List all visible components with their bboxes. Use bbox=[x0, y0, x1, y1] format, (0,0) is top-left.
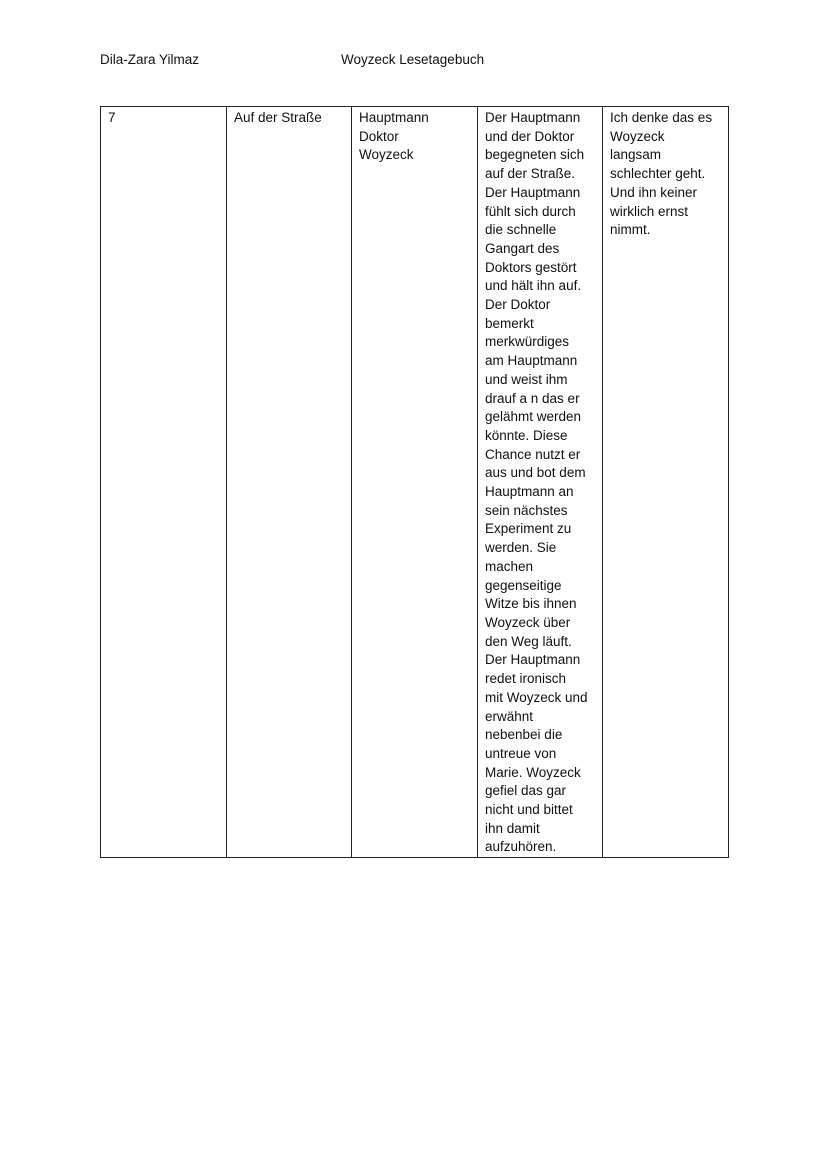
scene-characters: Hauptmann Doktor Woyzeck bbox=[359, 110, 429, 163]
opinion-cell bbox=[603, 107, 729, 858]
scene-number: 7 bbox=[108, 110, 116, 125]
header-author-name: Dila-Zara Yilmaz bbox=[100, 52, 200, 67]
scene-number-cell bbox=[101, 107, 227, 858]
location-cell bbox=[227, 107, 352, 858]
reading-journal-table bbox=[100, 106, 729, 858]
characters-cell bbox=[352, 107, 478, 858]
scene-location: Auf der Straße bbox=[234, 110, 322, 125]
summary-cell bbox=[478, 107, 603, 858]
table-row bbox=[101, 107, 729, 858]
scene-summary: Der Hauptmann und der Doktor begegneten sich auf der Straße. Der Hauptmann fühlt sich durch die schnelle Gangart des Doktors gestört und hält ihn auf. Der Doktor bemerkt merkwürdiges am Hauptmann und weist ihm drauf a n das er gelähmt werden könnte. Diese Chance nutzt er aus und bot dem Hauptmann an sein nächstes Experiment zu werden. Sie machen gegenseitige Witze bis ihnen Woyzeck über den Weg läuft. Der Hauptmann redet ironisch mit Woyzeck und erwähnt nebenbei die untreue von Marie. Woyzeck gefiel das gar nicht und bittet ihn damit aufzuhören. bbox=[485, 110, 588, 855]
scene-opinion: Ich denke das es Woyzeck langsam schlechter geht. Und ihn keiner wirklich ernst nimmt. bbox=[610, 110, 713, 238]
header-document-title: Woyzeck Lesetagebuch bbox=[341, 52, 485, 67]
